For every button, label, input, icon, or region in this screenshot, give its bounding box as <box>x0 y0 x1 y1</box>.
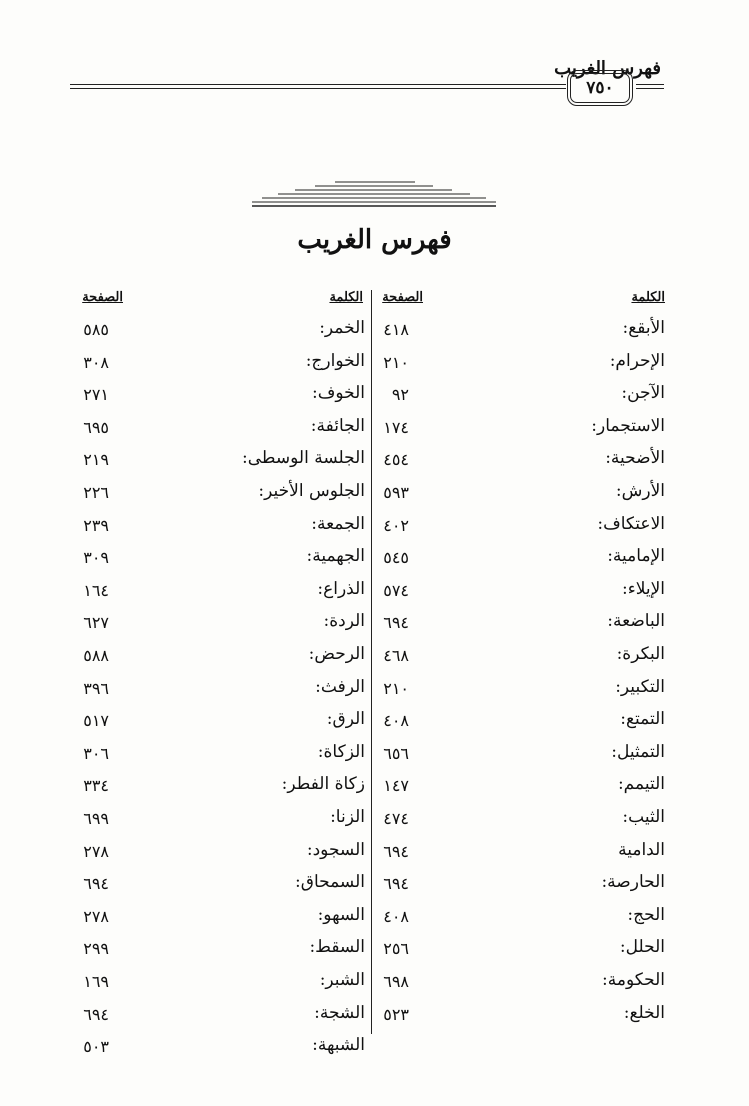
index-entry-word: التمتع: <box>620 709 665 730</box>
index-entry-page: ٣٣٤ <box>83 776 109 796</box>
index-entry-page: ٤٠٢ <box>383 515 409 535</box>
index-entry-page: ٣٠٩ <box>83 548 109 568</box>
index-entry-page: ٢٧٨ <box>83 906 109 926</box>
index-entry-word: الجهمية: <box>306 546 365 567</box>
index-entry-word: الآجن: <box>621 383 665 404</box>
index-entry-page: ٦٢٧ <box>83 613 109 633</box>
index-entry-word: الجلسة الوسطى: <box>242 448 365 469</box>
index-entry-page: ٢٥٦ <box>383 939 409 959</box>
index-entry-page: ٢٣٩ <box>83 515 109 535</box>
index-entry-word: الاعتكاف: <box>597 513 665 534</box>
index-entry-page: ١٧٤ <box>383 417 409 437</box>
index-entry-word: زكاة الفطر: <box>281 774 365 795</box>
index-entry-page: ٥٨٥ <box>83 320 109 339</box>
index-entry-word: الباضعة: <box>607 611 665 632</box>
running-title: فهرس الغريب <box>554 58 661 79</box>
index-entry-word: الجلوس الأخير: <box>258 481 365 501</box>
index-entry-word: السجود: <box>306 839 365 860</box>
index-entry-page: ٤٠٨ <box>383 711 409 731</box>
index-entry-word: الثيب: <box>622 807 665 827</box>
index-entry-word: الحارصة: <box>601 872 665 893</box>
index-entry-page: ٣٠٨ <box>83 352 109 372</box>
index-entry-page: ٤٥٤ <box>383 450 409 470</box>
index-entry-word: الاستجمار: <box>591 415 665 436</box>
index-entry-word: الحكومة: <box>602 970 665 990</box>
index-entry-word: التيمم: <box>617 774 665 795</box>
index-entry-word: الشبهة: <box>312 1035 365 1056</box>
index-entry-page: ٦٩٤ <box>383 841 409 861</box>
index-entry-page: ١٦٩ <box>83 972 109 991</box>
index-entry-page: ٦٥٦ <box>383 743 409 763</box>
index-entry-page: ٦٩٤ <box>383 874 409 894</box>
index-entry-word: الشجة: <box>314 1002 365 1023</box>
index-entry-page: ٤١٨ <box>383 320 409 339</box>
index-entry-word: السقط: <box>309 937 365 958</box>
index-entry-page: ٢٢٦ <box>83 483 109 502</box>
index-entry-page: ٢٧٨ <box>83 841 109 861</box>
index-entry-page: ٥١٧ <box>83 711 109 731</box>
index-entry-page: ١٦٤ <box>83 580 109 600</box>
index-entry-page: ٦٩٤ <box>83 1004 109 1024</box>
right-word-header: الكلمة <box>631 290 665 305</box>
index-entry-page: ٦٩٤ <box>83 874 109 894</box>
index-entry-page: ٥٨٨ <box>83 646 109 665</box>
index-entry-page: ٤٧٤ <box>383 809 409 828</box>
index-entry-word: التكبير: <box>615 676 665 697</box>
index-entry-word: الذراع: <box>317 578 365 599</box>
index-entry-word: الأرش: <box>615 481 665 501</box>
index-entry-page: ٦٩٩ <box>83 809 109 828</box>
index-entry-page: ٥٤٥ <box>383 548 409 568</box>
index-entry-page: ٥٩٣ <box>383 483 409 502</box>
index-entry-page: ٥٢٣ <box>383 1004 409 1024</box>
index-entry-word: الحلل: <box>619 937 665 958</box>
index-entry-word: الزكاة: <box>317 741 365 762</box>
index-entry-word: الرحض: <box>308 644 365 664</box>
index-entry-page: ٣٩٦ <box>83 678 109 698</box>
index-entry-page: ٤٠٨ <box>383 906 409 926</box>
index-title: فهرس الغريب <box>297 225 452 255</box>
page-number: ٧٥٠ <box>570 73 630 103</box>
index-entry-page: ٤٦٨ <box>383 646 409 665</box>
index-entry-word: الخلع: <box>623 1002 665 1023</box>
left-word-header: الكلمة <box>329 290 363 305</box>
index-entry-page: ١٤٧ <box>383 776 409 796</box>
index-entry-word: الجمعة: <box>311 513 365 534</box>
index-entry-word: الأضحية: <box>605 448 665 469</box>
index-entry-page: ٥٠٣ <box>83 1037 109 1057</box>
right-page-header: الصفحة <box>382 290 423 305</box>
index-entry-page: ٦٩٨ <box>383 972 409 991</box>
index-entry-word: السهو: <box>317 904 365 925</box>
index-entry-page: ٦٩٤ <box>383 613 409 633</box>
index-entry-word: الخوارج: <box>305 350 365 371</box>
index-entry-word: البكرة: <box>616 644 665 664</box>
column-divider <box>371 290 372 1034</box>
index-entry-page: ٢١٩ <box>83 450 109 470</box>
index-entry-page: ٢٩٩ <box>83 939 109 959</box>
index-entry-word: الجائفة: <box>310 415 365 436</box>
index-entry-word: الإمامية: <box>607 546 665 567</box>
index-entry-page: ٦٩٥ <box>83 417 109 437</box>
index-entry-word: الردة: <box>323 611 365 632</box>
index-entry-word: الدامية <box>618 839 665 860</box>
index-entry-word: الخمر: <box>319 318 365 338</box>
index-entry-word: الأبقع: <box>622 318 665 338</box>
index-entry-word: الرق: <box>326 709 365 730</box>
index-entry-page: ٩٢ <box>391 385 409 405</box>
index-entry-page: ٥٧٤ <box>383 580 409 600</box>
index-entry-page: ٣٠٦ <box>83 743 109 763</box>
index-entry-word: الرفث: <box>315 676 365 697</box>
index-entry-word: السمحاق: <box>295 872 365 893</box>
index-entry-word: الخوف: <box>311 383 365 404</box>
index-entry-word: الحج: <box>627 904 665 925</box>
index-entry-page: ٢١٠ <box>383 678 409 698</box>
index-entry-page: ٢١٠ <box>383 352 409 372</box>
index-entry-word: الإيلاء: <box>621 578 665 599</box>
index-entry-page: ٢٧١ <box>83 385 109 405</box>
index-entry-word: الإحرام: <box>609 350 665 371</box>
left-page-header: الصفحة <box>82 290 123 305</box>
title-ornament <box>0 0 749 215</box>
index-entry-word: الزنا: <box>330 807 365 827</box>
index-entry-word: الشبر: <box>319 970 365 990</box>
index-entry-word: التمثيل: <box>611 741 665 762</box>
